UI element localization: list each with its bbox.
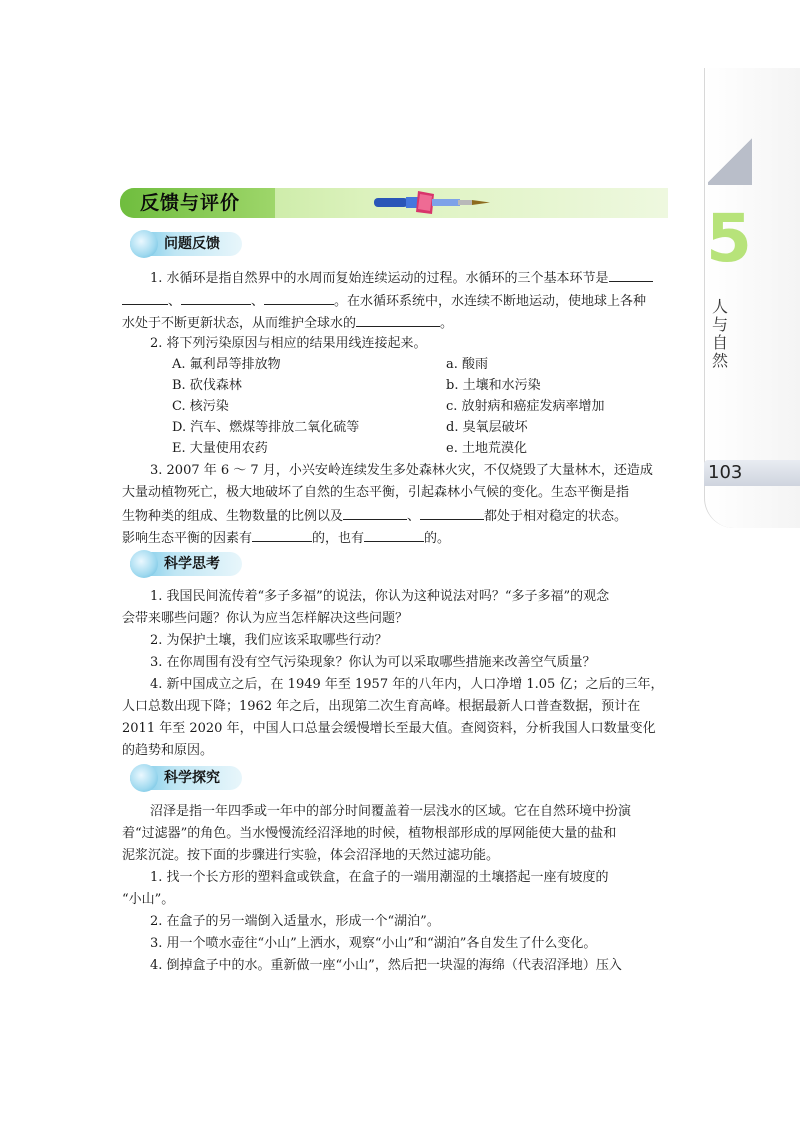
result-item: c. 放射病和癌症发病率增加 (446, 399, 605, 414)
cause-item: E. 大量使用农药 (172, 441, 268, 456)
subsection-title: 科学探究 (164, 770, 220, 786)
step-line: “小山”。 (122, 892, 175, 907)
fountain-pen-icon (372, 188, 492, 218)
bubble-icon (130, 550, 158, 578)
result-item: e. 土地荒漠化 (446, 441, 527, 456)
question-line: 2. 为保护土壤，我们应该采取哪些行动？ (150, 633, 388, 648)
paragraph-line: 泥浆沉淀。按下面的步骤进行实验，体会沼泽地的天然过滤功能。 (122, 848, 500, 863)
page-number: 103 (708, 462, 743, 483)
chapter-number: 5 (706, 200, 752, 277)
question-line: 影响生态平衡的因素有 的，也有 的。 (122, 527, 450, 548)
chapter-title: 人与自然 (711, 297, 728, 370)
question-line: 生物种类的组成、生物数量的比例以及 、 都处于相对稳定的状态。 (122, 505, 627, 526)
question-line: 人口总数出现下降；1962 年之后，出现第二次生育高峰。根据最新人口普查数据，预计在 (122, 699, 641, 714)
cause-item: B. 砍伐森林 (172, 378, 242, 393)
paragraph-line: 着“过滤器”的角色。当水慢慢流经沼泽地的时候，植物根部形成的厚网能使大量的盐和 (122, 826, 617, 841)
result-item: b. 土壤和水污染 (446, 378, 541, 393)
step-line: 3. 用一个喷水壶往“小山”上洒水，观察“小山”和“湖泊”各自发生了什么变化。 (150, 936, 597, 951)
step-line: 1. 找一个长方形的塑料盒或铁盒，在盒子的一端用潮湿的土壤搭起一座有坡度的 (150, 870, 609, 885)
bubble-icon (130, 764, 158, 792)
question-line: 水处于不断更新状态，从而维护全球水的 。 (122, 312, 453, 333)
bubble-icon (130, 230, 158, 258)
question-line: 的趋势和原因。 (122, 743, 214, 758)
question-line: 3. 2007 年 6 ～ 7 月，小兴安岭连续发生多处森林火灾，不仅烧毁了大量林木，还造成 (150, 463, 653, 478)
cause-item: D. 汽车、燃煤等排放二氧化硫等 (172, 420, 360, 435)
subsection-title: 科学思考 (164, 556, 220, 572)
question-line: 大量动植物死亡，极大地破坏了自然的生态平衡，引起森林小气候的变化。生态平衡是指 (122, 485, 630, 500)
section-title: 反馈与评价 (140, 192, 241, 214)
corner-fold-decoration (708, 135, 752, 185)
question-line: 1. 水循环是指自然界中的水周而复始连续运动的过程。水循环的三个基本环节是 (150, 267, 653, 288)
result-item: a. 酸雨 (446, 357, 489, 372)
question-line: 会带来哪些问题？你认为应当怎样解决这些问题？ (122, 611, 409, 626)
question-line: 2. 将下列污染原因与相应的结果用线连接起来。 (150, 336, 427, 351)
step-line: 2. 在盒子的另一端倒入适量水，形成一个“湖泊”。 (150, 914, 440, 929)
question-line: 3. 在你周围有没有空气污染现象？你认为可以采取哪些措施来改善空气质量？ (150, 655, 596, 670)
question-line: 1. 我国民间流传着“多子多福”的说法，你认为这种说法对吗？“多子多福”的观念 (150, 589, 610, 604)
subsection-title: 问题反馈 (164, 236, 220, 252)
result-item: d. 臭氧层破坏 (446, 420, 528, 435)
question-line: 、 、 。在水循环系统中，水连续不断地运动，使地球上各种 (122, 290, 646, 311)
cause-item: A. 氟利昂等排放物 (172, 357, 281, 372)
question-line: 4. 新中国成立之后，在 1949 年至 1957 年的八年内，人口净增 1.05 亿；之后的三年， (150, 677, 664, 692)
paragraph-line: 沼泽是指一年四季或一年中的部分时间覆盖着一层浅水的区域。它在自然环境中扮演 (150, 804, 632, 819)
cause-item: C. 核污染 (172, 399, 229, 414)
question-line: 2011 年至 2020 年，中国人口总量会缓慢增长至最大值。查阅资料，分析我国人口数量变化 (122, 721, 656, 736)
step-line: 4. 倒掉盒子中的水。重新做一座“小山”，然后把一块湿的海绵（代表沼泽地）压入 (150, 958, 622, 973)
